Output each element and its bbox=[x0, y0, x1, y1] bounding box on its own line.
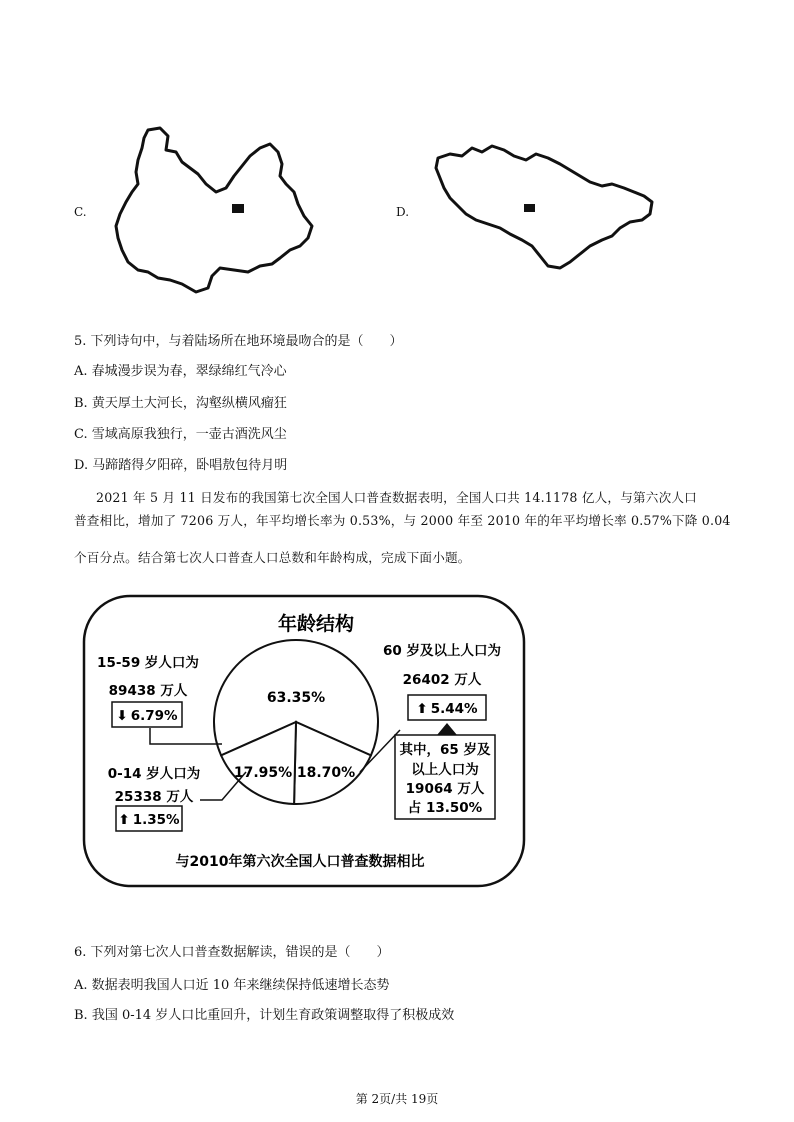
map-option-c-label: C. bbox=[74, 205, 87, 219]
map-option-d bbox=[430, 136, 662, 276]
age-structure-chart bbox=[82, 594, 528, 890]
q5-option-a: A. 春城漫步误为春，翠绿绵红气冷心 bbox=[74, 364, 287, 379]
leader-15-59 bbox=[150, 728, 222, 744]
q5-stem: 5. 下列诗句中，与着陆场所在地环境最吻合的是（ ） bbox=[74, 334, 403, 349]
map-c-outline bbox=[116, 128, 312, 292]
q5-option-c: C. 雪域高原我独行，一壶古酒洗风尘 bbox=[74, 427, 287, 442]
sub-note-line2: 以上人口为 bbox=[411, 762, 479, 778]
pie-label-0-14: 17.95% bbox=[233, 765, 293, 781]
passage-line-2: 普查相比，增加了 7206 万人，年平均增长率为 0.53%，与 2000 年至 2010 年的年平均增长率 0.57%下降 0.04 bbox=[74, 513, 731, 528]
down-arrow-icon: ⬇ bbox=[116, 708, 128, 724]
q5-option-d: D. 马蹄踏得夕阳碎，卧唱敖包待月明 bbox=[74, 458, 288, 473]
change-0-14: ⬆ 1.35% bbox=[118, 812, 180, 828]
q6-option-b: B. 我国 0-14 岁人口比重回升，计划生育政策调整取得了积极成效 bbox=[74, 1008, 455, 1023]
change-15-59: ⬇ 6.79% bbox=[116, 708, 178, 724]
sub-note-line1: 其中，65 岁及 bbox=[399, 742, 491, 758]
map-d-outline bbox=[436, 146, 652, 268]
q5-option-b: B. 黄天厚土大河长，沟壑纵横风瘤狂 bbox=[74, 396, 287, 411]
label-60-plus-line1: 60 岁及以上人口为 bbox=[383, 643, 501, 659]
q6-stem: 6. 下列对第七次人口普查数据解读，错误的是（ ） bbox=[74, 945, 390, 960]
pie-label-15-59: 63.35% bbox=[266, 690, 326, 706]
passage-line-1: 2021 年 5 月 11 日发布的我国第七次全国人口普查数据表明，全国人口共 14.1178 亿人，与第六次人口 bbox=[96, 490, 697, 505]
chart-footer: 与2010年第六次全国人口普查数据相比 bbox=[175, 854, 425, 870]
passage-line-3: 个百分点。结合第七次人口普查人口总数和年龄构成，完成下面小题。 bbox=[74, 550, 471, 565]
chart-title: 年龄结构 bbox=[277, 613, 355, 635]
map-option-c bbox=[108, 122, 326, 298]
map-option-d-label: D. bbox=[396, 205, 410, 219]
label-0-14-line1: 0-14 岁人口为 bbox=[107, 766, 201, 782]
label-15-59-line2: 89438 万人 bbox=[108, 683, 188, 699]
sub-note-line4: 占 13.50% bbox=[407, 800, 483, 816]
map-d-marker bbox=[524, 204, 535, 212]
triangle-pointer-icon bbox=[437, 723, 457, 735]
page-footer: 第 2页/共 19页 bbox=[355, 1092, 439, 1106]
up-arrow-icon: ⬆ bbox=[118, 812, 130, 828]
label-15-59-line1: 15-59 岁人口为 bbox=[97, 655, 199, 671]
change-60-plus: ⬆ 5.44% bbox=[416, 701, 478, 717]
label-60-plus-line2: 26402 万人 bbox=[402, 672, 482, 688]
up-arrow-icon: ⬆ bbox=[416, 701, 428, 717]
q6-option-a: A. 数据表明我国人口近 10 年来继续保持低速增长态势 bbox=[74, 978, 390, 993]
pie-label-60-plus: 18.70% bbox=[296, 765, 356, 781]
label-0-14-line2: 25338 万人 bbox=[114, 789, 194, 805]
map-c-marker bbox=[232, 204, 244, 213]
sub-note-line3: 19064 万人 bbox=[405, 781, 485, 797]
